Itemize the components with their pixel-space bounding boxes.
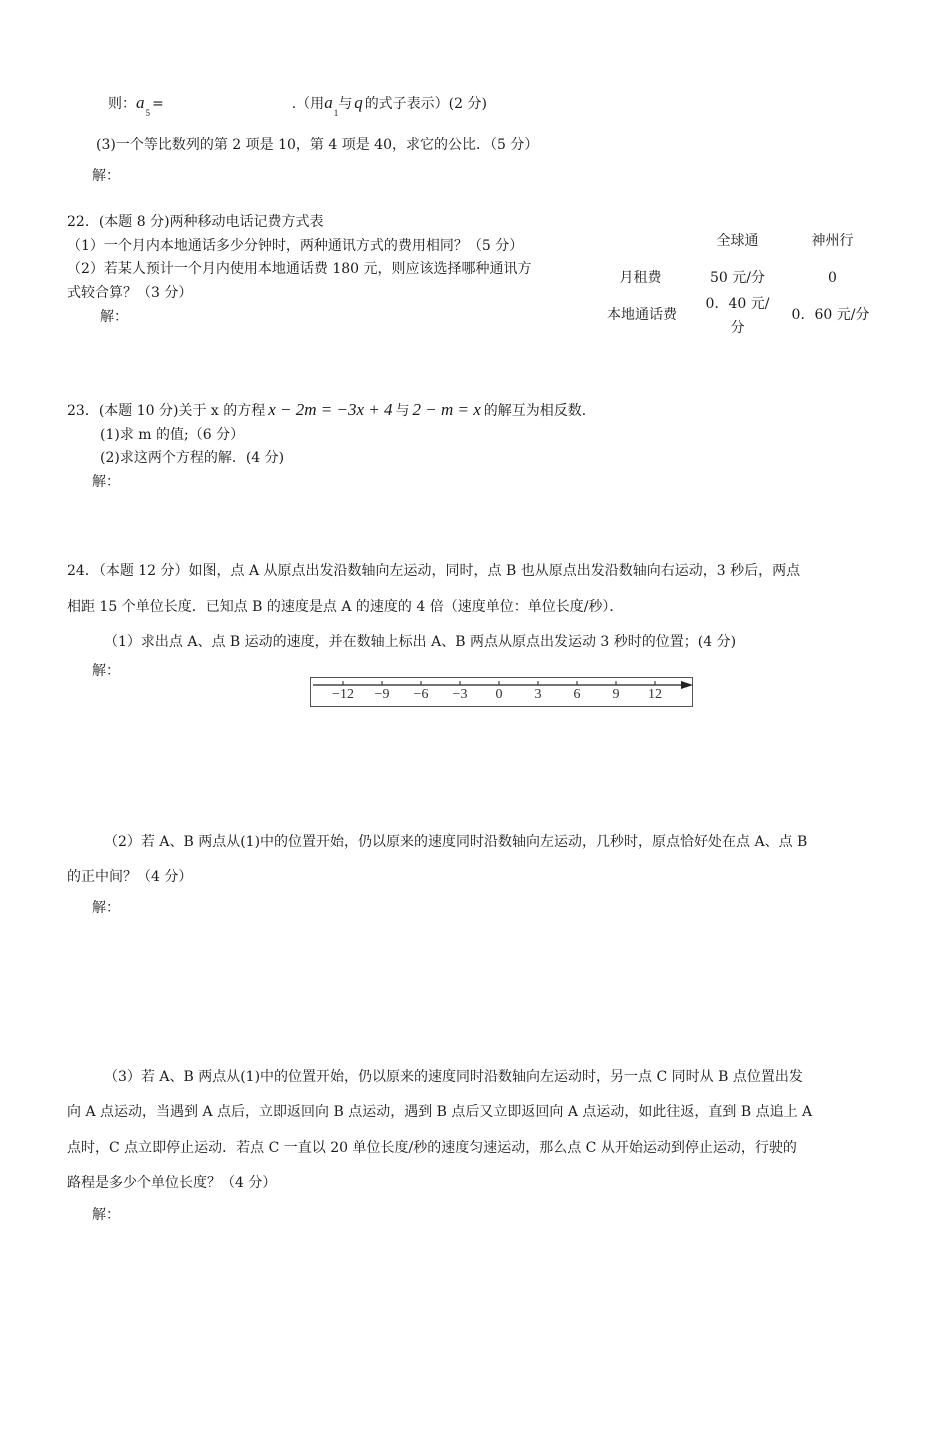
tick-label: 6 — [573, 687, 581, 702]
number-line — [310, 677, 693, 707]
equals-sign: = — [152, 96, 164, 112]
equation-2: 2 − m = x — [412, 400, 481, 419]
a5-symbol: $a_5$ — [136, 93, 150, 118]
q24-line1: 24．（本题 12 分）如图，点 A 从原点出发沿数轴向左运动，同时，点 B 也从原点出发沿数轴向右运动，3 秒后，两点 — [67, 563, 801, 579]
q21-answer-line: 则：$a_5=$ .（用$a_1$与 q 的式子表示）(2 分) — [108, 93, 487, 118]
equation-1: x − 2m = −3x + 4 — [268, 400, 393, 419]
q24-part3-line2: 向 A 点运动，当遇到 A 点后，立即返回向 B 点运动，遇到 B 点后又立即返回向 A 点运动，如此往返，直到 B 点追上 A — [67, 1104, 813, 1120]
q-symbol: q — [354, 93, 363, 112]
q22-part1: （1）一个月内本地通话多少分钟时，两种通讯方式的费用相同？（5 分） — [67, 238, 524, 254]
q24-part3-line4: 路程是多少个单位长度？（4 分） — [67, 1175, 277, 1191]
table-cell-local-quanqiutong-2: 分 — [730, 320, 745, 336]
table-label-local-call-fee: 本地通话费 — [607, 307, 677, 323]
q22-part2-line1: （2）若某人预计一个月内使用本地通话费 180 元，则应该选择哪种通讯方 — [67, 261, 532, 277]
table-header-shenzhouxing: 神州行 — [811, 233, 854, 249]
q21-part3: (3)一个等比数列的第 2 项是 10，第 4 项是 40，求它的公比．（5 分） — [96, 137, 539, 153]
table-header-quanqiutong: 全球通 — [716, 233, 759, 249]
q24-part2-line1: （2）若 A、B 两点从(1)中的位置开始，仍以原来的速度同时沿数轴向左运动，几秒时，原点恰好处在点 A、点 B — [104, 834, 808, 850]
table-cell-local-shenzhouxing: 0．60 元/分 — [791, 307, 870, 323]
tick-label: −12 — [332, 687, 354, 702]
a1-symbol: $a_1$ — [324, 93, 339, 118]
q23-part1: (1)求 m 的值;（6 分） — [100, 427, 245, 443]
arrow-head-icon — [681, 681, 693, 689]
tick-label: 12 — [648, 687, 662, 702]
tick-label: 9 — [612, 687, 620, 702]
q23-solution-label: 解： — [92, 474, 120, 490]
q24-solution-label-2: 解： — [92, 900, 120, 916]
q24-part3-line1: （3）若 A、B 两点从(1)中的位置开始，仍以原来的速度同时沿数轴向左运动时，另一点 C 同时从 B 点位置出发 — [104, 1069, 803, 1085]
q22-part2-line2: 式较合算？（3 分） — [67, 285, 193, 301]
tick-label: −9 — [374, 687, 390, 702]
q21-solution-label: 解： — [92, 168, 120, 184]
tick-label: 0 — [495, 687, 503, 702]
table-label-monthly-fee: 月租费 — [619, 270, 662, 286]
q24-part1: （1）求出点 A、点 B 运动的速度，并在数轴上标出 A、B 两点从原点出发运动 3 秒时的位置；(4 分) — [104, 634, 737, 650]
tick-label: −6 — [413, 687, 429, 702]
q23-part2: (2)求这两个方程的解．(4 分) — [100, 450, 285, 466]
tick-label: −3 — [452, 687, 468, 702]
q24-solution-label-1: 解： — [92, 663, 120, 679]
q24-line2: 相距 15 个单位长度．已知点 B 的速度是点 A 的速度的 4 倍（速度单位：单位长度/秒）． — [67, 599, 624, 615]
q24-part3-line3: 点时，C 点立即停止运动．若点 C 一直以 20 单位长度/秒的速度匀速运动，那么点 C 从开始运动到停止运动，行驶的 — [67, 1140, 797, 1156]
table-cell-local-quanqiutong-1: 0．40 元/ — [705, 296, 770, 312]
q22-title: 22．(本题 8 分)两种移动电话记费方式表 — [67, 214, 324, 230]
q24-solution-label-3: 解： — [92, 1207, 120, 1223]
tick-label: 3 — [534, 687, 542, 702]
q21-prefix: 则： — [108, 96, 136, 112]
table-cell-monthly-quanqiutong: 50 元/分 — [710, 270, 765, 286]
q23-title: 23．(本题 10 分)关于 x 的方程 x − 2m = −3x + 4 与 2 − m = x 的解互为相反数． — [67, 400, 596, 419]
q24-part2-line2: 的正中间？（4 分） — [67, 869, 193, 885]
table-cell-monthly-shenzhouxing: 0 — [828, 270, 837, 286]
q22-solution-label: 解： — [100, 309, 128, 325]
